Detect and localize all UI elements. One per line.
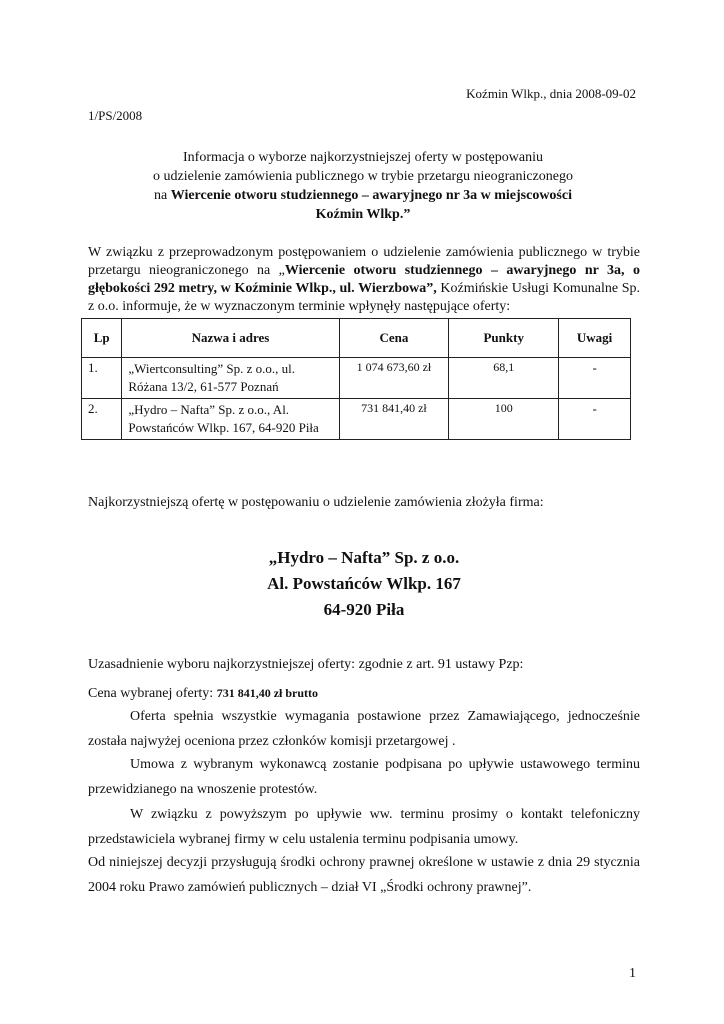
cell-points: 68,1 [449, 358, 559, 399]
cell-price: 1 074 673,60 zł [339, 358, 449, 399]
cell-price: 731 841,40 zł [339, 399, 449, 440]
table-row [82, 399, 631, 440]
name-line-2: Powstańców Wlkp. 167, 64-920 Piła [128, 420, 319, 435]
page-number: 1 [629, 966, 636, 981]
header-points: Punkty [449, 319, 559, 358]
title-subject-end: Koźmin Wlkp.” [315, 207, 411, 222]
cell-lp: 1. [82, 358, 122, 399]
winner-name: „Hydro – Nafta” Sp. z o.o. [268, 548, 460, 567]
title-subject: Wiercenie otworu studziennego – awaryjnego nr 3a w miejscowości [170, 188, 572, 203]
title-line-4 [88, 205, 638, 224]
intro-subject: Wiercenie otworu studziennego – awaryjnego nr 3a, o głębokości 292 metry, w Koźminie Wlkp., ul. Wierzbowa”, [88, 263, 640, 296]
cell-notes: - [559, 358, 631, 399]
paragraph-contact: W związku z powyższym po upływie ww. terminu prosimy o kontakt telefoniczny przedstawiciela wybranej firmy w celu ustalenia terminu podpisania umowy. [88, 807, 640, 847]
offers-table [81, 318, 631, 440]
document-title [88, 148, 638, 224]
winner-lead: Najkorzystniejszą ofertę w postępowaniu o udzielenie zamówienia złożyła firma: [88, 495, 544, 510]
cell-name [122, 358, 339, 399]
name-line-1: „Wiertconsulting” Sp. z o.o., ul. [128, 361, 296, 376]
title-prefix: na [153, 188, 171, 203]
intro-text-1: W związku z przeprowadzonym postępowaniem o udzielenie zamówienia publicznego w trybie przetargu nieograniczonego na „ [88, 245, 640, 278]
name-line-2: Różana 13/2, 61-577 Poznań [128, 379, 279, 394]
title-line-2: o udzielenie zamówienia publicznego w trybie przetargu nieograniczonego [153, 169, 573, 184]
table-header-row [82, 319, 631, 358]
chosen-price [88, 686, 318, 702]
cell-notes: - [559, 399, 631, 440]
paragraph-offer: Oferta spełnia wszystkie wymagania postawione przez Zamawiającego, jednocześnie została najwyżej oceniona przez członków komisji przetargowej . [88, 709, 640, 749]
chosen-price-label: Cena wybranej oferty: [88, 686, 217, 701]
cell-points: 100 [449, 399, 559, 440]
paragraph-legal: Od niniejszej decyzji przysługują środki ochrony prawnej określone w ustawie z dnia 29 stycznia 2004 roku Prawo zamówień publicznych – dział VI „Środki ochrony prawnej”. [88, 855, 640, 895]
title-line-3 [88, 186, 638, 205]
cell-lp: 2. [82, 399, 122, 440]
winner-city: 64-920 Piła [323, 600, 405, 619]
place-date: Koźmin Wlkp., dnia 2008-09-02 [466, 86, 636, 101]
intro-paragraph [88, 244, 640, 316]
winner-street: Al. Powstańców Wlkp. 167 [267, 574, 461, 593]
title-line-1: Informacja o wyborze najkorzystniejszej oferty w postępowaniu [183, 150, 543, 165]
header-notes: Uwagi [559, 319, 631, 358]
header-lp: Lp [82, 319, 122, 358]
winner-block [88, 545, 640, 623]
justification: Uzasadnienie wyboru najkorzystniejszej oferty: zgodnie z art. 91 ustawy Pzp: [88, 657, 524, 672]
paragraph-contract: Umowa z wybranym wykonawcą zostanie podpisana po upływie ustawowego terminu przewidzianego na wnoszenie protestów. [88, 757, 640, 797]
header-name: Nazwa i adres [122, 319, 339, 358]
table-row [82, 358, 631, 399]
cell-name [122, 399, 339, 440]
chosen-price-value: 731 841,40 zł brutto [216, 686, 319, 700]
header-price: Cena [339, 319, 449, 358]
name-line-1: „Hydro – Nafta” Sp. z o.o., Al. [128, 402, 290, 417]
reference-number: 1/PS/2008 [88, 108, 143, 123]
intro-text-2: Koźmińskie Usługi Komunalne Sp. z o.o. informuje, że w wyznaczonym terminie wpłynęły następujące oferty: [88, 281, 640, 314]
